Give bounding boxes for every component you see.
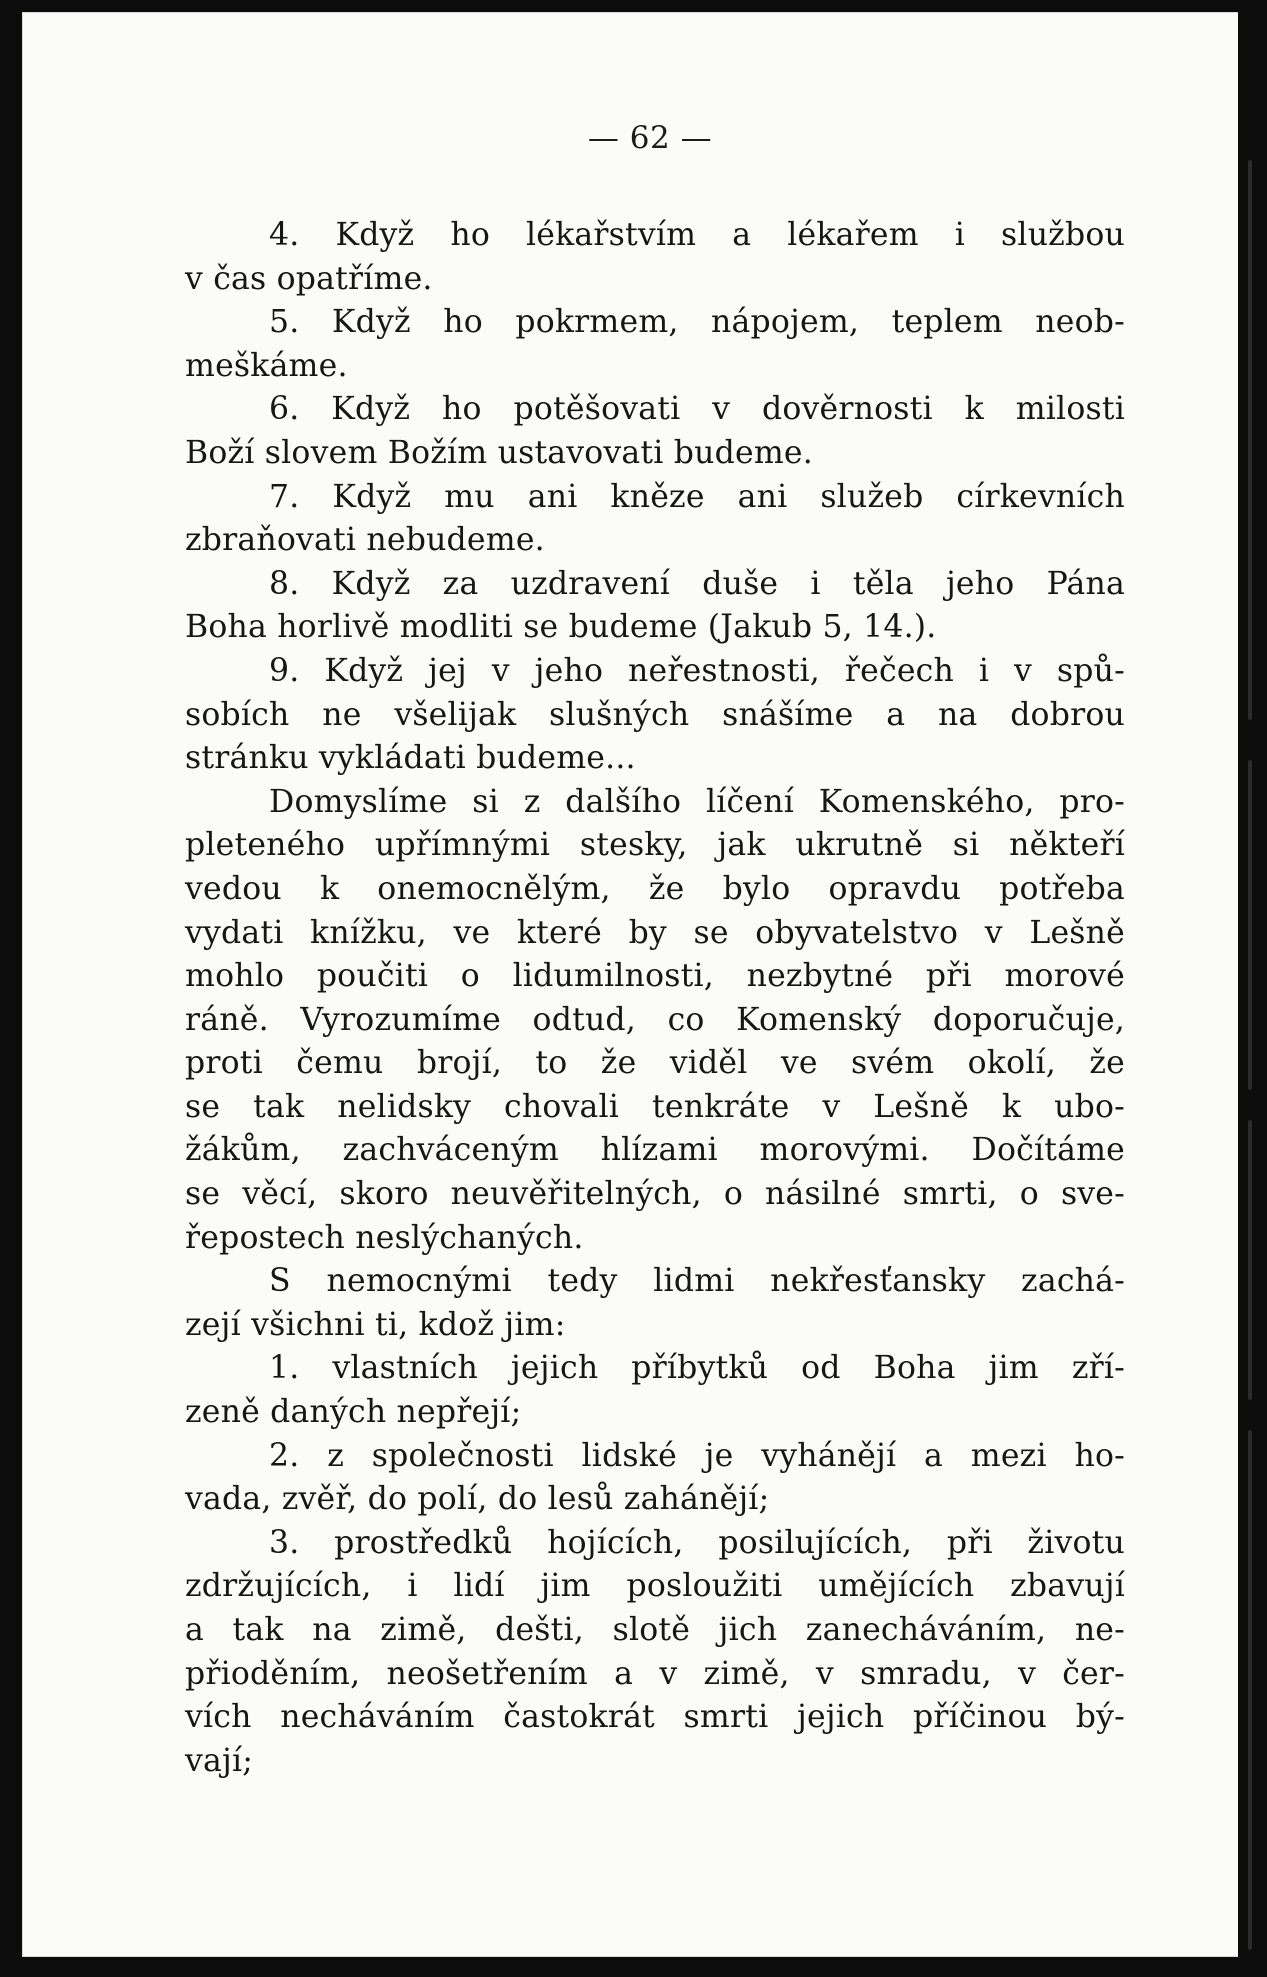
text-line: 4. Když ho lékařstvím a lékařem i službou [269, 217, 1125, 253]
text-line: 1. vlastních jejich příbytků od Boha jim zří- [269, 1350, 1125, 1387]
text-line: proti čemu brojí, to že viděl ve svém okolí, že [185, 1045, 1125, 1082]
text-line: 6. Když ho potěšovati v dověrnosti k milosti [269, 391, 1125, 428]
text-line: mohlo poučiti o lidumilnosti, nezbytné při morové [185, 958, 1125, 995]
paragraph [185, 301, 1125, 388]
text-line: 5. Když ho pokrmem, nápojem, teplem neob- [269, 304, 1125, 341]
body-text [185, 214, 1125, 1783]
text-line: vedou k onemocnělým, že bylo opravdu potřeba [185, 870, 1125, 907]
text-line: se věcí, skoro neuvěřitelných, o násilné smrti, o sve- [185, 1176, 1125, 1213]
text-line: zejí všichni ti, kdož jim: [185, 1306, 566, 1343]
binding-edge [1238, 10, 1267, 1977]
text-line: se tak nelidsky chovali tenkráte v Lešně k ubo- [185, 1088, 1125, 1125]
text-line: 2. z společnosti lidské je vyhánějí a mezi ho- [269, 1437, 1125, 1474]
text-line: řepostech neslýchaných. [185, 1219, 584, 1256]
text-line: vích necháváním častokrát smrti jejich příčinou bý- [185, 1699, 1125, 1736]
paragraph [185, 1522, 1125, 1784]
binding-mark [1248, 760, 1252, 1090]
paragraph [185, 1260, 1125, 1347]
text-line: žákům, zachváceným hlízami morovými. Dočítáme [185, 1132, 1125, 1169]
text-line: vada, zvěř, do polí, do lesů zahánějí; [185, 1481, 770, 1518]
text-line: přioděním, neošetřením a v zimě, v smradu, v čer- [185, 1655, 1125, 1692]
paragraph [185, 214, 1125, 301]
text-line: stránku vykládati budeme... [185, 740, 636, 777]
text-line: vydati knížku, ve které by se obyvatelstvo v Lešně [185, 914, 1125, 951]
binding-mark [1248, 160, 1252, 720]
text-line: zeně daných nepřejí; [185, 1394, 522, 1431]
paragraph [185, 1347, 1125, 1434]
page-number: — 62 — [587, 120, 713, 156]
text-line: a tak na zimě, dešti, slotě jich zanecháváním, ne- [185, 1612, 1125, 1648]
text-line: 8. Když za uzdravení duše i těla jeho Pána [269, 565, 1125, 602]
text-line: 9. Když jej v jeho neřestnosti, řečech i v spů- [269, 652, 1125, 689]
binding-mark [1248, 1120, 1252, 1400]
text-line: zdržujících, i lidí jim posloužiti umějících zbavují [185, 1568, 1125, 1605]
text-line: 3. prostředků hojících, posilujících, při životu [269, 1524, 1125, 1561]
paragraph [185, 1435, 1125, 1522]
paragraph [185, 476, 1125, 563]
text-line: sobích ne všelijak slušných snášíme a na dobrou [185, 696, 1125, 733]
paragraph [185, 563, 1125, 650]
text-line: Domyslíme si z dalšího líčení Komenského, pro- [269, 783, 1125, 820]
text-line: Boží slovem Božím ustavovati budeme. [185, 434, 813, 471]
text-line: ráně. Vyrozumíme odtud, co Komenský doporučuje, [185, 1001, 1125, 1038]
text-line: S nemocnými tedy lidmi nekřesťansky zachá- [269, 1263, 1125, 1300]
text-line: meškáme. [185, 347, 348, 384]
paragraph [185, 388, 1125, 475]
text-line: v čas opatříme. [185, 260, 433, 297]
text-line: vají; [185, 1742, 254, 1779]
text-line: 7. Když mu ani kněze ani služeb církevních [269, 478, 1125, 515]
paragraph [185, 650, 1125, 781]
text-line: zbraňovati nebudeme. [185, 522, 545, 559]
text-line: Boha horlivě modliti se budeme (Jakub 5, 14.). [185, 609, 937, 646]
text-line: pleteného upřímnými stesky, jak ukrutně si někteří [185, 827, 1125, 864]
binding-mark [1248, 1430, 1252, 1950]
paragraph [185, 781, 1125, 1261]
